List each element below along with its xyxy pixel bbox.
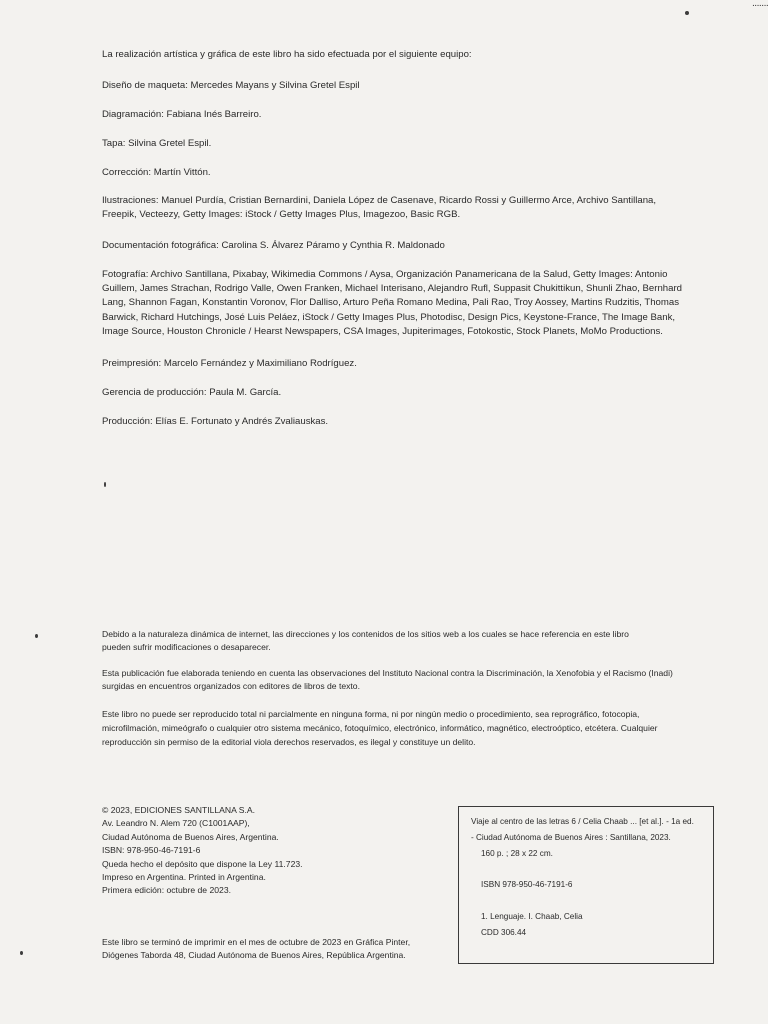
notice-copyright-line-3: reproducción sin permiso de la editorial viola derechos reservados, es ilegal y constituye un delito. [102, 737, 476, 747]
imprint-deposito: Queda hecho el depósito que dispone la Ley 11.723. [102, 858, 303, 869]
notice-copyright-line-2: microfilmación, mimeógrafo o cualquier otro sistema mecánico, fotoquímico, electrónico, informático, magnético, electroóptico, etcétera. Cualquier [102, 723, 658, 733]
credit-diagramacion: Diagramación: Fabiana Inés Barreiro. [102, 109, 262, 120]
notice-internet-line-1: Debido a la naturaleza dinámica de internet, las direcciones y los contenidos de los sitios web a los cuales se hace referencia en este libro [102, 629, 629, 639]
credit-ilustraciones-2: Freepik, Vecteezy, Getty Images: iStock / Getty Images Plus, Imagezoo, Basic RGB. [102, 209, 461, 220]
credit-fotografia-2: Guillem, James Strachan, Rodrigo Valle, Owen Franken, Michael Interisano, Alejandro Rufl, Suppasit Chukittikun, Shunli Zhao, Bernhard [102, 283, 683, 294]
catalog-cdd-line: CDD 306.44 [481, 928, 527, 937]
catalog-subject-line: 1. Lenguaje. I. Chaab, Celia [481, 912, 583, 921]
imprint-edicion: Primera edición: octubre de 2023. [102, 885, 231, 896]
imprint-address: Av. Leandro N. Alem 720 (C1001AAP), [102, 818, 250, 829]
notice-inadi-line-1: Esta publicación fue elaborada teniendo en cuenta las observaciones del Instituto Nacional contra la Discriminación, la Xenofobia y el Racismo (Inadi) [102, 668, 673, 678]
credit-produccion: Producción: Elías E. Fortunato y Andrés Zvaliauskas. [102, 416, 329, 427]
catalog-record-box [458, 806, 714, 964]
scan-speck [685, 11, 689, 15]
credit-fotografia-3: Lang, Shannon Fagan, Konstantin Voronov, Flor Dalliso, Arturo Peña Romano Medina, Pali Rao, Troy Aossey, Martins Rudzitis, Thomas [102, 297, 679, 308]
scan-artifact: ······· [751, 0, 768, 11]
credit-documentacion: Documentación fotográfica: Carolina S. Álvarez Páramo y Cynthia R. Maldonado [102, 240, 445, 251]
scan-speck [35, 634, 38, 638]
notice-copyright-line-1: Este libro no puede ser reproducido total ni parcialmente en ninguna forma, ni por ningún medio o procedimiento, sea reprográfico, fotocopia, [102, 709, 640, 719]
credits-intro: La realización artística y gráfica de este libro ha sido efectuada por el siguiente equipo: [102, 49, 472, 60]
catalog-publisher-line: - Ciudad Autónoma de Buenos Aires : Santillana, 2023. [471, 833, 671, 842]
scan-speck [104, 482, 106, 487]
credit-correccion: Corrección: Martín Vittón. [102, 167, 211, 178]
credit-preimpresion: Preimpresión: Marcelo Fernández y Maximiliano Rodríguez. [102, 358, 357, 369]
catalog-isbn-line: ISBN 978-950-46-7191-6 [481, 880, 573, 889]
printing-note-line-2: Diógenes Taborda 48, Ciudad Autónoma de Buenos Aires, República Argentina. [102, 950, 406, 960]
scan-speck [20, 951, 23, 955]
imprint-block [102, 804, 303, 898]
credit-ilustraciones-1: Ilustraciones: Manuel Purdía, Cristian Bernardini, Daniela López de Casenave, Ricardo Rossi y Guillermo Arce, Archivo Santillana, [102, 195, 657, 206]
credit-maqueta: Diseño de maqueta: Mercedes Mayans y Silvina Gretel Espil [102, 80, 360, 91]
credit-tapa: Tapa: Silvina Gretel Espil. [102, 138, 212, 149]
printing-note-line-1: Este libro se terminó de imprimir en el mes de octubre de 2023 en Gráfica Pinter, [102, 937, 411, 947]
credit-gerencia: Gerencia de producción: Paula M. García. [102, 387, 282, 398]
imprint-isbn: ISBN: 978-950-46-7191-6 [102, 845, 201, 856]
imprint-city: Ciudad Autónoma de Buenos Aires, Argentina. [102, 831, 279, 842]
credit-fotografia-4: Barwick, Richard Hutchings, José Luis Peláez, iStock / Getty Images Plus, Photodisc, Design Pics, Keystone-France, The Image Bank, [102, 312, 676, 323]
notice-internet-line-2: pueden sufrir modificaciones o desaparecer. [102, 642, 271, 652]
imprint-impreso: Impreso en Argentina. Printed in Argentina. [102, 872, 266, 883]
catalog-extent-line: 160 p. ; 28 x 22 cm. [481, 849, 553, 858]
printing-note [102, 936, 410, 962]
credit-fotografia-5: Image Source, Houston Chronicle / Hearst Newspapers, CSA Images, Jupiterimages, Fotokostic, Stock Planets, MoMo Productions. [102, 326, 663, 337]
catalog-title-line: Viaje al centro de las letras 6 / Celia Chaab ... [et al.]. - 1a ed. [471, 817, 694, 826]
credit-fotografia-1: Fotografía: Archivo Santillana, Pixabay, Wikimedia Commons / Aysa, Organización Panamericana de la Salud, Getty Images: Antonio [102, 269, 668, 280]
imprint-copyright: © 2023, EDICIONES SANTILLANA S.A. [102, 805, 255, 815]
notice-inadi-line-2: surgidas en encuentros organizados con editores de libros de texto. [102, 681, 360, 691]
